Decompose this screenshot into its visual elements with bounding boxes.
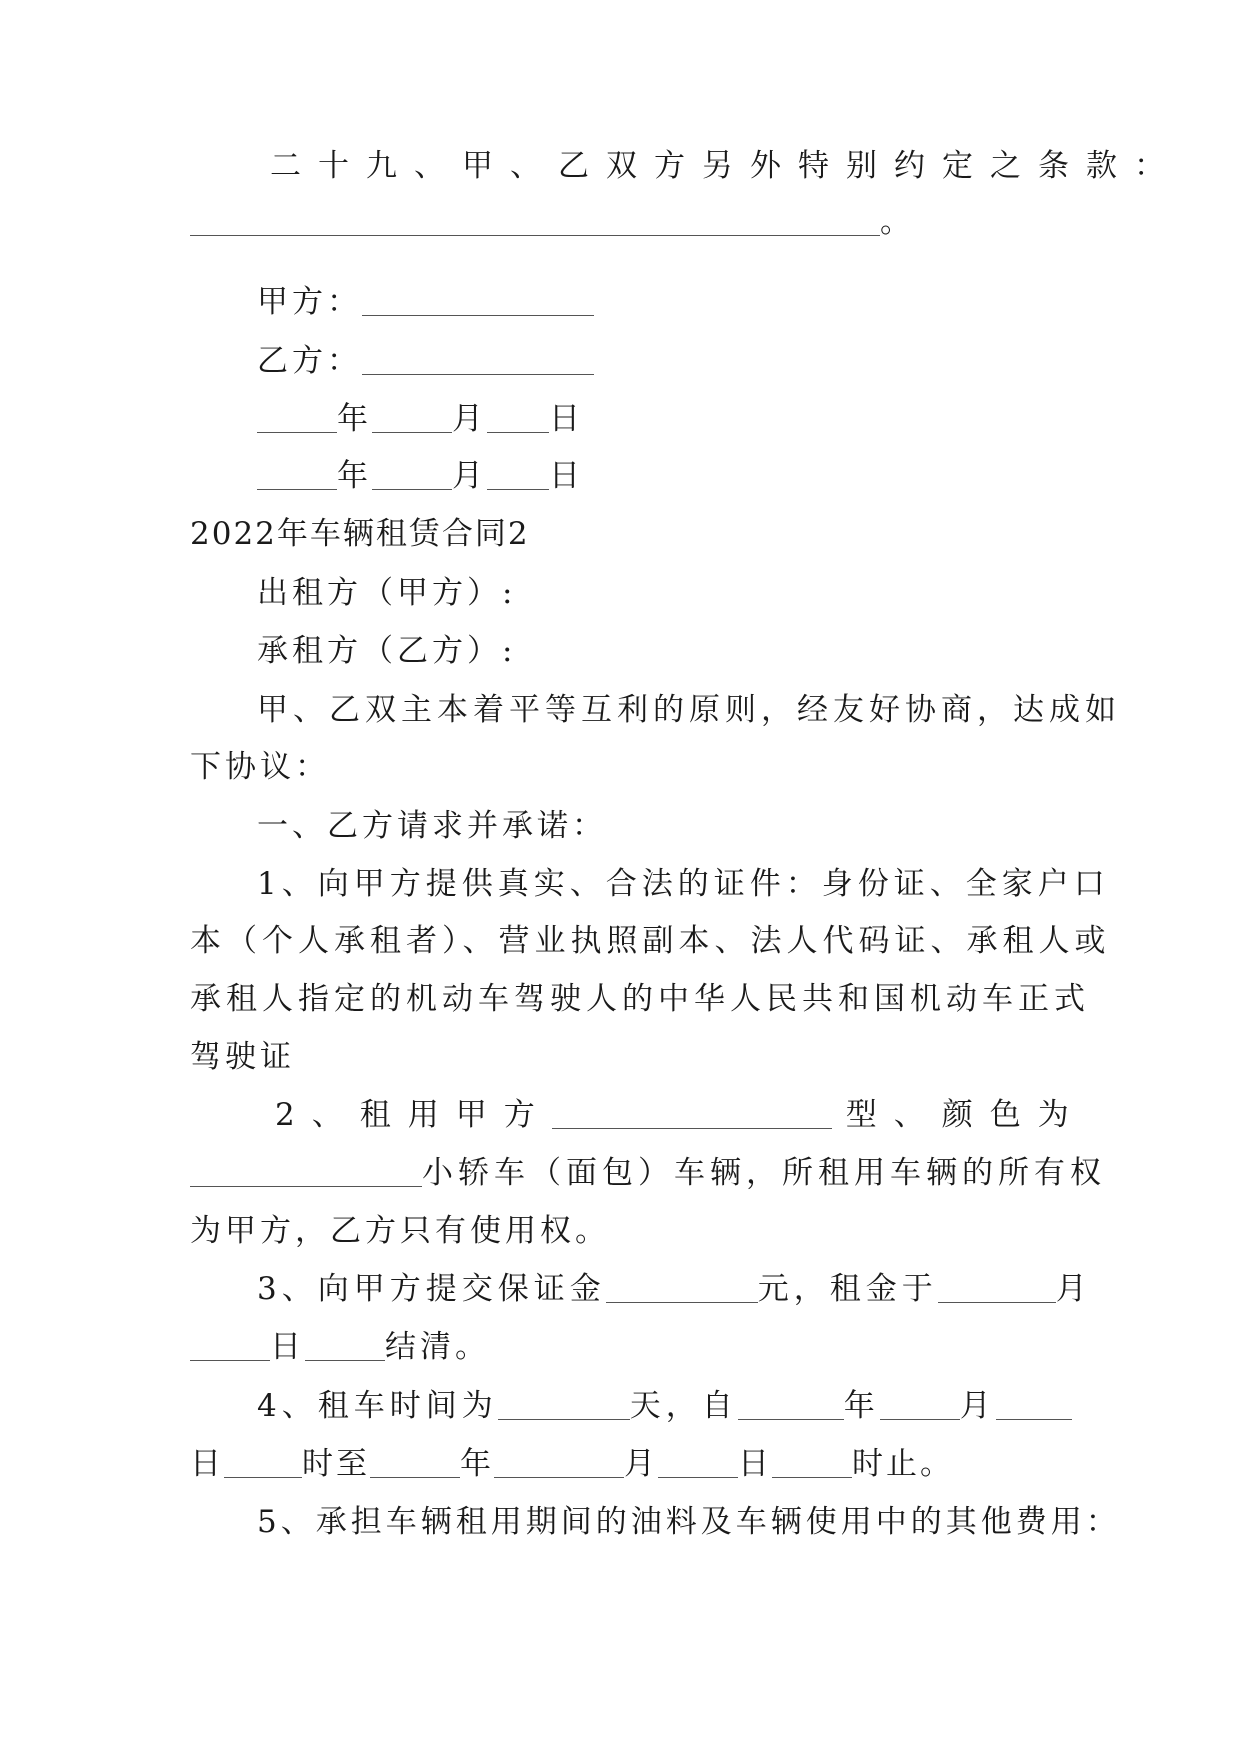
blank-field[interactable] [552, 1098, 832, 1129]
signature-date-1: 年 月 日 [257, 399, 584, 439]
item-4-cont: 日 时至 年 月 日 时止。 [190, 1446, 954, 1482]
blank-field[interactable] [362, 344, 594, 375]
lessor-line: 出租方（甲方）: [257, 575, 517, 611]
clause-29: 二十九、甲、乙双方另外特别约定之条款： [270, 148, 1182, 184]
blank-field[interactable] [938, 1272, 1056, 1303]
blank-field[interactable] [257, 459, 337, 490]
blank-field[interactable] [305, 1330, 385, 1361]
blank-field[interactable] [606, 1272, 758, 1303]
blank-field[interactable] [190, 1156, 422, 1187]
item-2: 2、租用甲方 型、颜色为 [275, 1097, 1086, 1133]
blank-field[interactable] [772, 1447, 852, 1478]
signature-party-a: 甲方： [257, 282, 594, 322]
blank-field[interactable] [257, 402, 337, 433]
blank-field[interactable] [487, 402, 549, 433]
signature-party-b: 乙方： [257, 341, 594, 381]
blank-field[interactable] [498, 1389, 630, 1420]
item-1-cont: 本（个人承租者）、营业执照副本、法人代码证、承租人或 [190, 923, 1111, 959]
item-3: 3、向甲方提交保证金 元，租金于 月 [257, 1271, 1092, 1307]
item-1-cont: 驾驶证 [190, 1039, 295, 1075]
blank-field[interactable] [880, 1389, 960, 1420]
blank-field[interactable] [494, 1447, 624, 1478]
intro-paragraph-cont: 下协议： [190, 749, 330, 785]
blank-field[interactable] [224, 1447, 302, 1478]
clause-29-blank-line: 。 [190, 202, 915, 242]
blank-field[interactable] [996, 1389, 1072, 1420]
item-2-cont: 小轿车（面包）车辆，所租用车辆的所有权 [190, 1153, 1106, 1193]
blank-field[interactable] [190, 1330, 270, 1361]
section-1-heading: 一、乙方请求并承诺： [257, 808, 607, 844]
blank-field[interactable] [190, 205, 880, 236]
blank-field[interactable] [370, 1447, 460, 1478]
item-2-cont: 为甲方，乙方只有使用权。 [190, 1213, 610, 1249]
blank-field[interactable] [658, 1447, 738, 1478]
item-1: 1、向甲方提供真实、合法的证件：身份证、全家户口 [257, 866, 1110, 902]
item-4: 4、租车时间为 天，自 年 月 [257, 1386, 1072, 1426]
contract-title: 2022年车辆租赁合同2 [190, 516, 530, 552]
item-1-cont: 承租人指定的机动车驾驶人的中华人民共和国机动车正式 [190, 981, 1090, 1017]
blank-field[interactable] [487, 459, 549, 490]
item-5: 5、承担车辆租用期间的油料及车辆使用中的其他费用： [257, 1504, 1121, 1540]
intro-paragraph: 甲、乙双主本着平等互利的原则，经友好协商，达成如 [257, 692, 1121, 728]
blank-field[interactable] [362, 285, 594, 316]
item-3-cont: 日 结清。 [190, 1327, 490, 1367]
lessee-line: 承租方（乙方）: [257, 633, 517, 669]
blank-field[interactable] [372, 459, 452, 490]
signature-date-2: 年 月 日 [257, 456, 584, 496]
blank-field[interactable] [372, 402, 452, 433]
blank-field[interactable] [738, 1389, 844, 1420]
